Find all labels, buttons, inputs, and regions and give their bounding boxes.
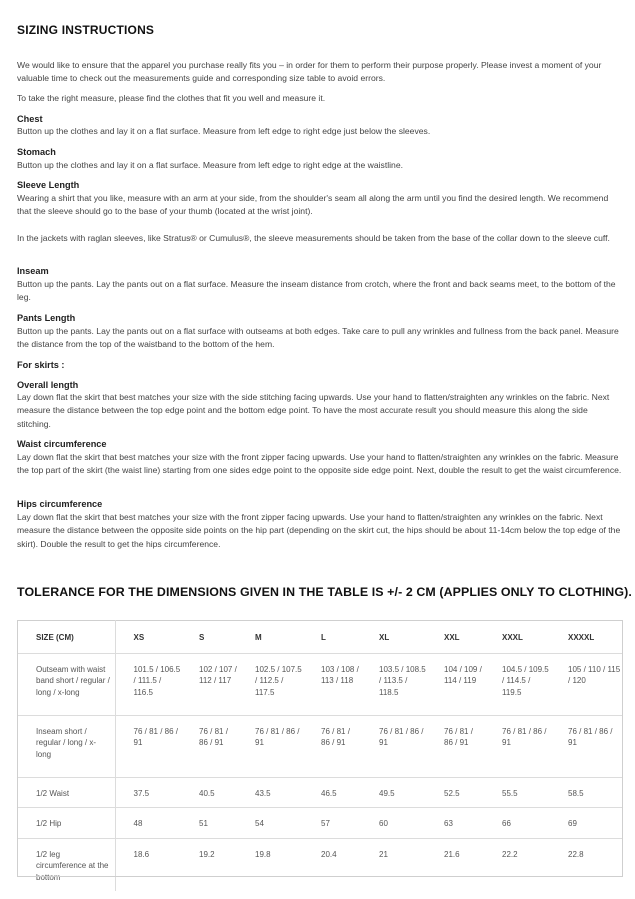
table-cell: 55.5 — [484, 777, 550, 808]
table-cell: 76 / 81 / 86 / 91 — [484, 715, 550, 777]
table-cell: 66 — [484, 808, 550, 839]
waist-text: Lay down flat the skirt that best matches your size with the front zipper facing upwards. Use your hand to flatten/straighten any wrinkles on the fabric. Measure the top part of the skirt (the waist line) starting from one sides edge point to the opposite side edge point. Next, double the result to get the waist circumference. — [17, 452, 622, 476]
table-cell: 22.2 — [484, 838, 550, 891]
table-cell: 76 / 81 / 86 / 91 — [237, 715, 303, 777]
table-cell: 57 — [303, 808, 361, 839]
table-cell: 76 / 81 / 86 / 91 — [115, 715, 181, 777]
table-cell: 48 — [115, 808, 181, 839]
sleeve-heading: Sleeve Length — [17, 180, 80, 190]
table-cell: 102 / 107 / 112 / 117 — [181, 653, 237, 715]
tolerance-heading: TOLERANCE FOR THE DIMENSIONS GIVEN IN THE TABLE IS +/- 2 CM (APPLIES ONLY TO CLOTHING). — [17, 585, 632, 599]
table-cell: 54 — [237, 808, 303, 839]
table-cell: 76 / 81 / 86 / 91 — [361, 715, 426, 777]
table-cell: 69 — [550, 808, 623, 839]
table-row — [17, 838, 623, 891]
chest-text: Button up the clothes and lay it on a flat surface. Measure from left edge to right edge just below the sleeves. — [17, 126, 431, 136]
overall-length-text: Lay down flat the skirt that best matches your size with the side stitching facing upwards. Use your hand to flatten/straighten any wrinkles on the fabric. Next measure the distance between the top edge point and the bottom edge point. To have the most accurate result you should measure this along the side stitching. — [17, 392, 610, 429]
table-cell: 18.6 — [115, 838, 181, 891]
table-header-m: M — [237, 621, 303, 654]
table-cell: 58.5 — [550, 777, 623, 808]
inseam-text: Button up the pants. Lay the pants out on a flat surface. Measure the inseam distance from crotch, where the front and back seams meet, to the bottom of the leg. — [17, 279, 616, 303]
table-header-l: L — [303, 621, 361, 654]
table-cell: 104.5 / 109.5 / 114.5 / 119.5 — [484, 653, 550, 715]
table-cell: 20.4 — [303, 838, 361, 891]
table-header-xxxxl: XXXXL — [550, 621, 623, 654]
intro-paragraph-2: To take the right measure, please find the clothes that fit you well and measure it. — [17, 93, 326, 103]
table-row — [17, 808, 623, 839]
table-header-row — [17, 621, 623, 654]
table-cell: 43.5 — [237, 777, 303, 808]
table-header-xl: XL — [361, 621, 426, 654]
table-cell: 63 — [426, 808, 484, 839]
table-cell: 76 / 81 / 86 / 91 — [303, 715, 361, 777]
table-cell: 21 — [361, 838, 426, 891]
pants-length-heading: Pants Length — [17, 313, 76, 323]
stomach-text: Button up the clothes and lay it on a flat surface. Measure from left edge to right edge at the waistline. — [17, 160, 403, 170]
skirts-label: For skirts : — [17, 360, 65, 370]
table-cell: 103 / 108 / 113 / 118 — [303, 653, 361, 715]
hips-heading: Hips circumference — [17, 499, 103, 509]
table-row-label: 1/2 Hip — [17, 808, 115, 839]
table-cell: 21.6 — [426, 838, 484, 891]
chest-heading: Chest — [17, 114, 43, 124]
table-row — [17, 715, 623, 777]
table-cell: 105 / 110 / 115 / 120 — [550, 653, 623, 715]
table-cell: 51 — [181, 808, 237, 839]
table-row-label: Inseam short / regular / long / x-long — [17, 715, 115, 777]
table-cell: 101.5 / 106.5 / 111.5 / 116.5 — [115, 653, 181, 715]
table-cell: 22.8 — [550, 838, 623, 891]
stomach-heading: Stomach — [17, 147, 56, 157]
table-cell: 19.2 — [181, 838, 237, 891]
table-cell: 76 / 81 / 86 / 91 — [181, 715, 237, 777]
table-row-label: 1/2 leg circumference at the bottom — [17, 838, 115, 891]
table-header-size: SIZE (CM) — [17, 621, 115, 654]
table-cell: 46.5 — [303, 777, 361, 808]
size-table — [17, 620, 623, 891]
table-cell: 102.5 / 107.5 / 112.5 / 117.5 — [237, 653, 303, 715]
table-header-xxl: XXL — [426, 621, 484, 654]
table-cell: 76 / 81 / 86 / 91 — [426, 715, 484, 777]
intro-paragraph-1: We would like to ensure that the apparel you purchase really fits you – in order for them to perform their purpose properly. Please invest a moment of your valuable time to check out the measurements guide and corresponding size table to avoid errors. — [17, 60, 602, 84]
table-cell: 76 / 81 / 86 / 91 — [550, 715, 623, 777]
inseam-heading: Inseam — [17, 266, 49, 276]
table-cell: 52.5 — [426, 777, 484, 808]
table-cell: 49.5 — [361, 777, 426, 808]
table-cell: 37.5 — [115, 777, 181, 808]
table-header-xs: XS — [115, 621, 181, 654]
sleeve-raglan-text: In the jackets with raglan sleeves, like Stratus® or Cumulus®, the sleeve measurements should be taken from the base of the collar down to the sleeve cuff. — [17, 233, 610, 243]
page-title: SIZING INSTRUCTIONS — [17, 23, 155, 37]
table-cell: 104 / 109 / 114 / 119 — [426, 653, 484, 715]
table-row-label: Outseam with waist band short / regular / long / x-long — [17, 653, 115, 715]
table-cell: 40.5 — [181, 777, 237, 808]
table-row — [17, 777, 623, 808]
pants-length-text: Button up the pants. Lay the pants out on a flat surface with outseams at both edges. Take care to pull any wrinkles and fullness from the back panel. Measure the distance from the top of the waistband to the bottom of the hem. — [17, 326, 619, 350]
table-header-xxxl: XXXL — [484, 621, 550, 654]
table-cell: 60 — [361, 808, 426, 839]
hips-text: Lay down flat the skirt that best matches your size with the front zipper facing upwards. Use your hand to flatten/straighten any wrinkles on the fabric. Next measure the distance between the opposite side points on the hip part (depending on the skirt cut, the hips should be about 11-14cm below the top edge of the skirt). Double the result to get the hips circumference. — [17, 512, 621, 549]
overall-length-heading: Overall length — [17, 380, 79, 390]
waist-heading: Waist circumference — [17, 439, 107, 449]
sleeve-text: Wearing a shirt that you like, measure with an arm at your side, from the shoulder's seam all along the arm until you find the desired length. We recommend that the sleeve should go to the base of your thumb (located at the wrist joint). — [17, 193, 609, 217]
table-row — [17, 653, 623, 715]
table-cell: 19.8 — [237, 838, 303, 891]
table-cell: 103.5 / 108.5 / 113.5 / 118.5 — [361, 653, 426, 715]
table-row-label: 1/2 Waist — [17, 777, 115, 808]
table-header-s: S — [181, 621, 237, 654]
